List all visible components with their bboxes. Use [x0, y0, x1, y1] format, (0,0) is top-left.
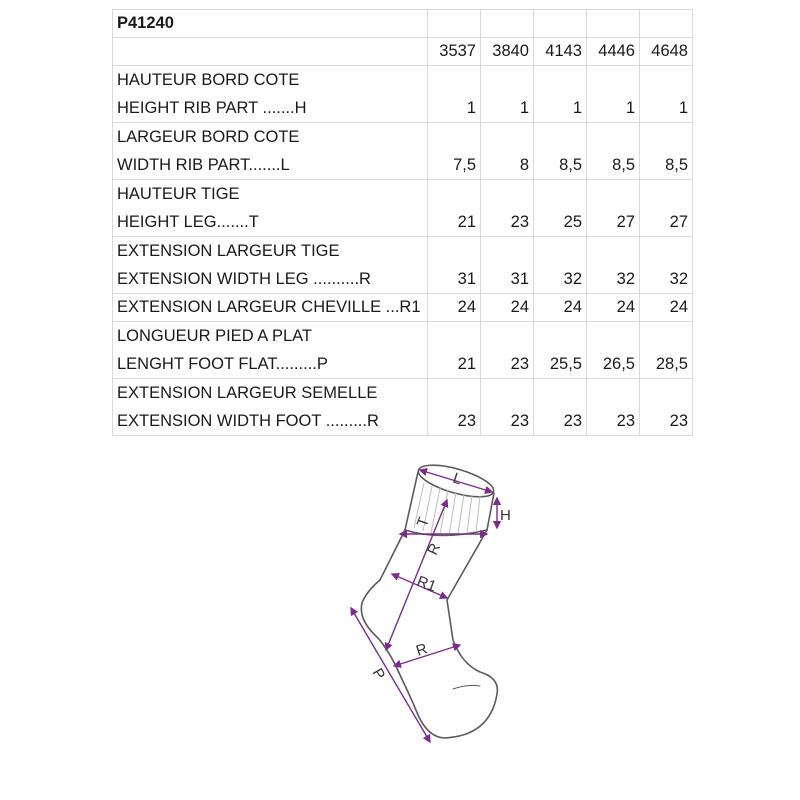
measure-p — [351, 608, 430, 742]
measurement-value: 1 — [534, 66, 587, 123]
label-line-1: EXTENSION LARGEUR CHEVILLE ...R1 — [117, 298, 421, 316]
measurement-value: 7,5 — [428, 123, 481, 180]
measurement-value: 8,5 — [640, 123, 693, 180]
measurement-value: 23 — [481, 180, 534, 237]
label-line-1: LARGEUR BORD COTE — [117, 128, 300, 146]
measurement-value: 1 — [428, 66, 481, 123]
label-h: H — [500, 507, 511, 524]
measurement-value: 21 — [428, 180, 481, 237]
measurement-value: 26,5 — [587, 322, 640, 379]
measurement-value: 32 — [534, 237, 587, 294]
measurement-value: 31 — [481, 237, 534, 294]
measurement-value: 1 — [587, 66, 640, 123]
label-line-1: EXTENSION LARGEUR SEMELLE — [117, 384, 378, 402]
measurement-value: 27 — [587, 180, 640, 237]
label-line-2: LENGHT FOOT FLAT.........P — [117, 355, 328, 373]
measurement-value: 25,5 — [534, 322, 587, 379]
measurement-value: 24 — [640, 294, 693, 322]
size-header: 4446 — [587, 38, 640, 66]
label-line-2: EXTENSION WIDTH LEG ..........R — [117, 270, 371, 288]
label-line-2: EXTENSION WIDTH FOOT .........R — [117, 412, 379, 430]
measurement-value: 21 — [428, 322, 481, 379]
measurement-value: 8,5 — [587, 123, 640, 180]
measurement-value: 25 — [534, 180, 587, 237]
size-header: 3537 — [428, 38, 481, 66]
label-line-1: HAUTEUR TIGE — [117, 185, 240, 203]
label-line-1: EXTENSION LARGEUR TIGE — [117, 242, 340, 260]
size-header: 4648 — [640, 38, 693, 66]
measurement-value: 24 — [534, 294, 587, 322]
label-l: L — [450, 469, 464, 489]
measurement-value: 31 — [428, 237, 481, 294]
measurement-value: 23 — [534, 379, 587, 436]
measurement-value: 23 — [481, 379, 534, 436]
measurement-value: 27 — [640, 180, 693, 237]
label-r-foot: R — [413, 640, 430, 660]
product-code: P41240 — [113, 10, 428, 38]
measurement-value: 24 — [481, 294, 534, 322]
measurement-value: 28,5 — [640, 322, 693, 379]
measurement-value: 24 — [428, 294, 481, 322]
label-r-leg: R — [424, 540, 445, 558]
measurement-lines — [351, 470, 497, 742]
label-line-2: WIDTH RIB PART.......L — [117, 156, 290, 174]
measurement-value: 23 — [587, 379, 640, 436]
measurement-value: 32 — [587, 237, 640, 294]
measurement-value: 23 — [481, 322, 534, 379]
label-line-1: LONGUEUR PIED A PLAT — [117, 327, 313, 345]
label-line-1: HAUTEUR BORD COTE — [117, 71, 300, 89]
size-header: 3840 — [481, 38, 534, 66]
measurement-value: 1 — [640, 66, 693, 123]
label-t: T — [413, 514, 433, 530]
measurement-value: 24 — [587, 294, 640, 322]
measurement-value: 8,5 — [534, 123, 587, 180]
size-header: 4143 — [534, 38, 587, 66]
label-r1: R1 — [414, 572, 439, 596]
measurement-value: 23 — [428, 379, 481, 436]
measurement-value: 23 — [640, 379, 693, 436]
label-line-2: HEIGHT RIB PART .......H — [117, 99, 307, 117]
label-p: P — [368, 665, 389, 683]
label-line-2: HEIGHT LEG.......T — [117, 213, 259, 231]
measurement-labels — [369, 470, 511, 683]
measurement-value: 8 — [481, 123, 534, 180]
measurement-value: 32 — [640, 237, 693, 294]
measurement-value: 1 — [481, 66, 534, 123]
